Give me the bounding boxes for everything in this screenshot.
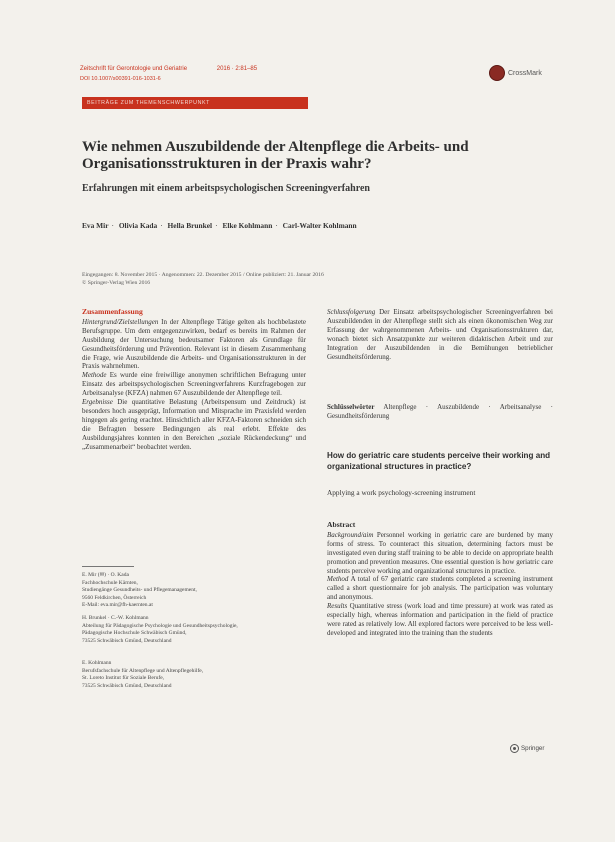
author-name[interactable]: Elke Kohlmann	[222, 221, 273, 230]
crossmark-badge[interactable]	[489, 62, 549, 84]
history-dates: Eingegangen: 8. November 2015 · Angenommen: 22. Dezember 2015 / Online publiziert: 21. Januar 2016	[82, 272, 324, 278]
affiliation-line: Berufsfachschule für Altenpflege und Altenpflegehilfe,	[82, 667, 204, 674]
affiliation-line: Studiengänge Gesundheits- und Pflegemanagement,	[82, 587, 197, 594]
affiliation-line: E. Mir (✉) · O. Kada	[82, 572, 129, 578]
affiliation-line: H. Brunkel · C.-W. Kohlmann	[82, 615, 149, 621]
publisher-logo	[510, 744, 544, 753]
author-name[interactable]: Eva Mir	[82, 221, 109, 230]
journal-year: 2016 · 2:81–85	[216, 66, 258, 72]
abstract-section	[327, 521, 553, 638]
abstract-paragraph	[82, 318, 306, 371]
paragraph-label: Method	[327, 575, 349, 584]
paragraph-label: Results	[327, 602, 348, 611]
journal-header	[80, 66, 285, 72]
paragraph-text: Quantitative stress (work load and time pressure) at work was rated as especially high, whereas information and participation in the field of practice were rated as relatively low. All explored factors were perceived to be less well-developed and integrated into the training than the students	[327, 602, 553, 637]
affiliation-line: E. Kohlmann	[82, 660, 112, 666]
zusammenfassung-heading: Zusammenfassung	[82, 307, 143, 316]
abstract-paragraph	[82, 398, 306, 451]
affiliation-block	[82, 615, 306, 645]
author-name[interactable]: Hella Brunkel	[167, 221, 213, 230]
affiliation-line: Pädagogische Hochschule Schwäbisch Gmünd,	[82, 630, 187, 637]
paragraph-label: Hintergrund/Zielstellungen	[82, 317, 159, 326]
journal-name: Zeitschrift für Gerontologie und Geriatrie	[80, 66, 188, 72]
doi-link[interactable]: DOI 10.1007/s00391-016-1031-6	[80, 76, 161, 82]
springer-horse-icon	[510, 744, 519, 753]
keywords-list: Altenpflege · Auszubildende · Arbeitsanalyse · Gesundheitsförderung	[327, 403, 553, 420]
article-title: Wie nehmen Auszubildende der Altenpflege die Arbeits- und Organisationsstrukturen in der Praxis wahr?	[82, 139, 469, 172]
abstract-paragraph	[327, 531, 553, 576]
affiliation-block	[82, 572, 306, 610]
crossmark-label: CrossMark	[508, 69, 542, 77]
paragraph-label: Ergebnisse	[82, 398, 113, 407]
publisher-name: Springer	[521, 745, 545, 752]
affiliation-block	[82, 660, 306, 690]
author-list: Eva Mir · Olivia Kada · Hella Brunkel · Elke Kohlmann · Carl-Walter Kohlmann	[82, 221, 357, 230]
email-link[interactable]: E-Mail: eva.mir@fh-kaernten.at	[82, 602, 153, 609]
zusammenfassung-section	[82, 308, 306, 452]
paragraph-label: Schlussfolgerung	[327, 308, 376, 316]
article-dates	[82, 271, 512, 287]
affiliation-line: Abteilung für Pädagogische Psychologie und Gesundheitspsychologie,	[82, 622, 238, 629]
paragraph-text: Es wurde eine freiwillige anonymen schriftlichen Befragung unter Einsatz des arbeitspsychologischen Screeningverfahrens Kurzfragebogen zur Arbeitsanalyse (KFZA) nahmen 67 Auszubildende der Altenpflege teil.	[82, 371, 306, 398]
english-subtitle: Applying a work psychology-screening instrument	[327, 488, 476, 497]
crossmark-icon	[489, 65, 505, 81]
paragraph-text: Der Einsatz arbeitspsychologischer Screeningverfahren bei Auszubildenden in der Altenpflege stellt sich als einen ökonomischen Weg zur Erfassung der wahrgenommenen Arbeits- und Organisationsstrukturen dar, wonach bietet sich Ansatzpunkte zur weiteren didaktischen Arbeit und zur Integration der Auszubildenden in die Bemühungen betrieblicher Gesundheitsförderung.	[327, 308, 554, 361]
keywords-block	[327, 403, 553, 421]
affiliation-line: St. Loreto Institut für Soziale Berufe,	[82, 675, 165, 682]
english-title: How do geriatric care students perceive their working and organizational structures in practice?	[327, 451, 551, 471]
abstract-paragraph	[82, 371, 306, 398]
paragraph-label: Background/aim	[327, 530, 374, 539]
abstract-paragraph	[327, 575, 553, 602]
affiliation-line: 73525 Schwäbisch Gmünd, Deutschland	[82, 682, 172, 689]
affiliation-line: Fachhochschule Kärnten,	[82, 579, 138, 586]
copyright-line: © Springer-Verlag Wien 2016	[82, 280, 151, 286]
author-name[interactable]: Olivia Kada	[118, 221, 158, 230]
footnote-divider	[82, 566, 134, 567]
affiliation-line: 73525 Schwäbisch Gmünd, Deutschland	[82, 637, 172, 644]
paragraph-text: Personnel working in geriatric care are burdened by many forms of stress. To counteract this situation, determining factors must be investigated even during staff training to be able to decide on appropriate health promotion and prevention measures. One essential question is how geriatric care students perceive working and organizational structures in practice.	[327, 530, 554, 575]
section-banner: BEITRÄGE ZUM THEMENSCHWERPUNKT	[82, 97, 308, 109]
affiliation-line: 9560 Feldkirchen, Österreich	[82, 594, 147, 601]
article-subtitle: Erfahrungen mit einem arbeitspsychologischen Screeningverfahren	[82, 183, 370, 194]
keywords-label: Schlüsselwörter	[327, 403, 375, 411]
paragraph-text: In der Altenpflege Tätige gelten als hochbelastete Berufsgruppe. Um dem entgegenzuwirken, bedarf es bereits im Rahmen der Ausbildung der Untersuchung bedeutsamer Faktoren als Grundlage für Gesundheitsförderung und Prävention. Relevant ist in diesem Zusammenhang die Frage, wie Auszubildende die Arbeits- und Organisationsstrukturen in der Praxis wahrnehmen.	[82, 317, 307, 371]
paragraph-text: A total of 67 geriatric care students completed a screening instrument called a short questionnaire for job analysis. The participation was voluntary and anonymous.	[327, 575, 553, 602]
abstract-paragraph	[327, 308, 553, 361]
paragraph-label: Methode	[82, 371, 107, 380]
paragraph-text: Die quantitative Belastung (Arbeitspensum und Zeitdruck) ist besonders hoch ausgeprägt, Information und Mitsprache im Praxisfeld werden hingegen als gering erachtet. Hinsichtlich aller KFZA-Faktoren schneiden sich die Befragten bessere Bedingungen als real erlebt. Effekte des Ausbildungsjahres konnten in den Bereichen „soziale Rückendeckung“ und „Zusammenarbeit“ beobachtet werden.	[82, 398, 306, 451]
zusammenfassung-conclusion	[327, 308, 553, 361]
abstract-paragraph	[327, 602, 553, 638]
abstract-heading: Abstract	[327, 520, 356, 529]
author-name[interactable]: Carl-Walter Kohlmann	[282, 221, 357, 230]
